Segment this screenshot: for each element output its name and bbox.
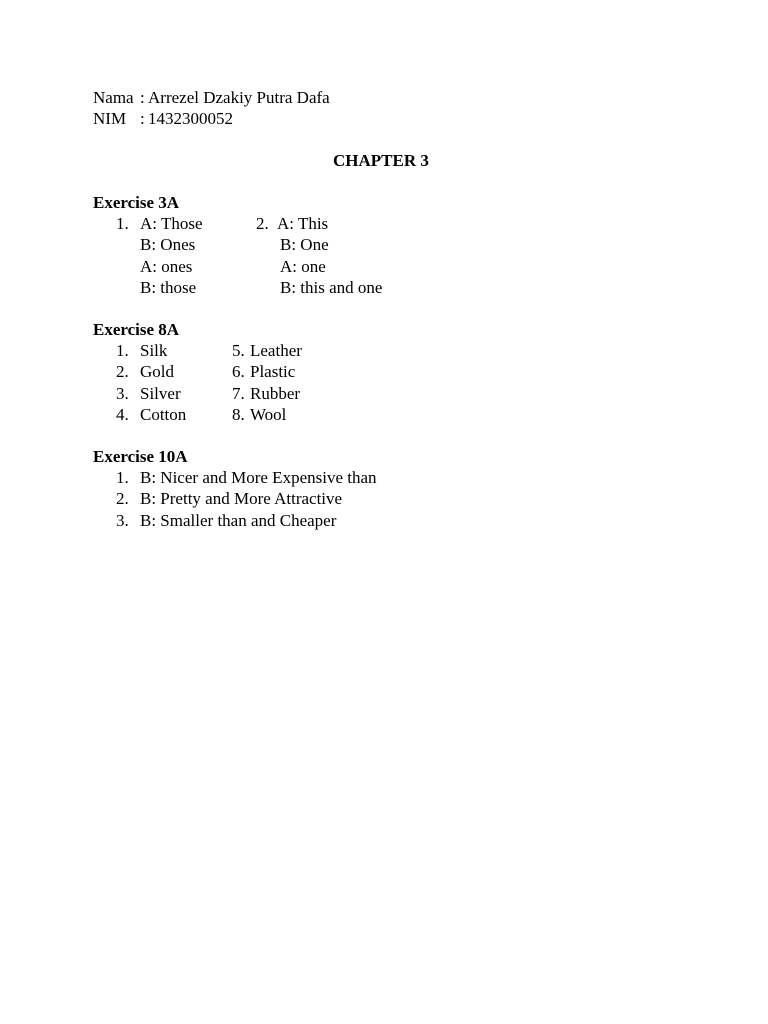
exercise-3a-1-line-1: A: Those	[140, 214, 203, 233]
nim-separator: :	[140, 109, 145, 128]
exercise-3a-2-line-1: A: This	[277, 214, 329, 233]
exercise-8a-item-3: Silver	[140, 384, 181, 403]
exercise-10a-heading: Exercise 10A	[93, 447, 188, 466]
exercise-3a-2-line-4: B: this and one	[280, 278, 383, 297]
exercise-3a-1-line-2: B: Ones	[140, 235, 196, 254]
page-title: CHAPTER 3	[333, 151, 429, 170]
exercise-10a-item-3: B: Smaller than and Cheaper	[140, 511, 337, 530]
exercise-3a-heading: Exercise 3A	[93, 193, 180, 212]
exercise-10a-number-3: 3.	[116, 511, 129, 530]
exercise-8a-item-8: Wool	[250, 405, 287, 424]
exercise-3a-1-line-3: A: ones	[140, 257, 193, 276]
nama-label: Nama	[93, 88, 134, 107]
exercise-10a-number-1: 1.	[116, 468, 129, 487]
exercise-8a-item-4: Cotton	[140, 405, 187, 424]
exercise-8a-number-3: 3.	[116, 384, 129, 403]
nama-separator: :	[140, 88, 145, 107]
exercise-10a-number-2: 2.	[116, 489, 129, 508]
exercise-8a-heading: Exercise 8A	[93, 320, 180, 339]
exercise-3a-number-2: 2.	[256, 214, 269, 233]
exercise-8a-number-5: 5.	[232, 341, 245, 360]
exercise-8a-item-5: Leather	[250, 341, 302, 360]
nama-value: Arrezel Dzakiy Putra Dafa	[148, 88, 330, 107]
exercise-10a-item-2: B: Pretty and More Attractive	[140, 489, 343, 508]
exercise-8a-number-1: 1.	[116, 341, 129, 360]
nim-value: 1432300052	[148, 109, 233, 128]
exercise-3a-1-line-4: B: those	[140, 278, 197, 297]
exercise-3a-number-1: 1.	[116, 214, 129, 233]
exercise-8a-number-2: 2.	[116, 362, 129, 381]
exercise-8a-number-8: 8.	[232, 405, 245, 424]
exercise-8a-item-6: Plastic	[250, 362, 296, 381]
nim-label: NIM	[93, 109, 127, 128]
exercise-8a-number-4: 4.	[116, 405, 129, 424]
exercise-8a-item-2: Gold	[140, 362, 174, 381]
exercise-3a-2-line-2: B: One	[280, 235, 329, 254]
exercise-3a-2-line-3: A: one	[280, 257, 326, 276]
exercise-8a-number-6: 6.	[232, 362, 245, 381]
exercise-8a-number-7: 7.	[232, 384, 245, 403]
exercise-8a-item-1: Silk	[140, 341, 168, 360]
exercise-8a-item-7: Rubber	[250, 384, 301, 403]
exercise-10a-item-1: B: Nicer and More Expensive than	[140, 468, 377, 487]
